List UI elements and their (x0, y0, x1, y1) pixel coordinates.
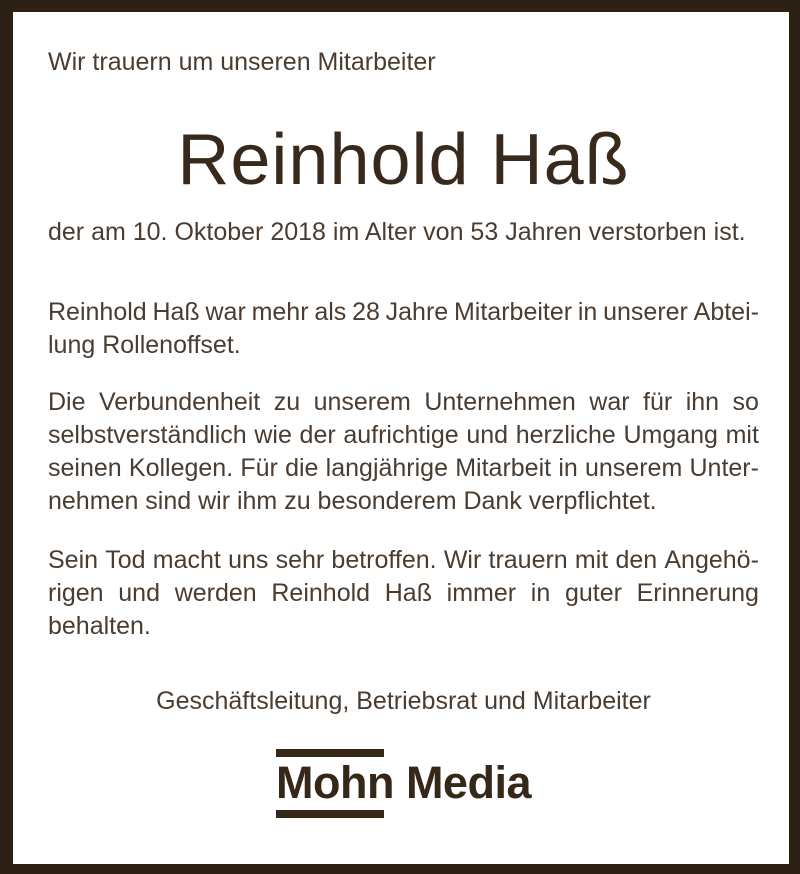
logo-bar-top (276, 749, 384, 757)
paragraph-line: Reinhold Haß war mehr als 28 Jahre Mitarbeiter in unserer Abtei- (48, 298, 759, 326)
deceased-name: Reinhold Haß (177, 120, 630, 200)
logo-wordmark: Mohn Media (276, 757, 531, 808)
date-line: der am 10. Oktober 2018 im Alter von 53 Jahren verstorben ist. (48, 218, 746, 246)
paragraph-line: Sein Tod macht uns sehr betroffen. Wir trauern mit den Angehö- (48, 546, 759, 574)
intro-line: Wir trauern um unseren Mitarbeiter (48, 48, 436, 76)
paragraph-line: selbstverständlich wie der aufrichtige und herzliche Umgang mit (48, 421, 759, 449)
paragraph-line: rigen und werden Reinhold Haß immer in guter Erinnerung (48, 579, 759, 607)
paragraph-appreciation (48, 386, 759, 518)
paragraph-line: behalten. (48, 612, 151, 640)
paragraph-service-years (48, 296, 759, 362)
signature-line: Geschäftsleitung, Betriebsrat und Mitarbeiter (156, 687, 651, 715)
mohn-media-logo (276, 749, 531, 818)
paragraph-line: Die Verbundenheit zu unserem Unternehmen war für ihn so (48, 388, 759, 416)
paragraph-condolence (48, 544, 759, 643)
paragraph-line: nehmen sind wir ihm zu besonderem Dank verpflichtet. (48, 487, 657, 515)
paragraph-line: lung Rollenoffset. (48, 331, 241, 359)
logo-bar-bottom (276, 810, 384, 818)
paragraph-line: seinen Kollegen. Für die langjährige Mitarbeit in unserem Unter- (48, 454, 759, 482)
notice-sheet (13, 12, 789, 864)
